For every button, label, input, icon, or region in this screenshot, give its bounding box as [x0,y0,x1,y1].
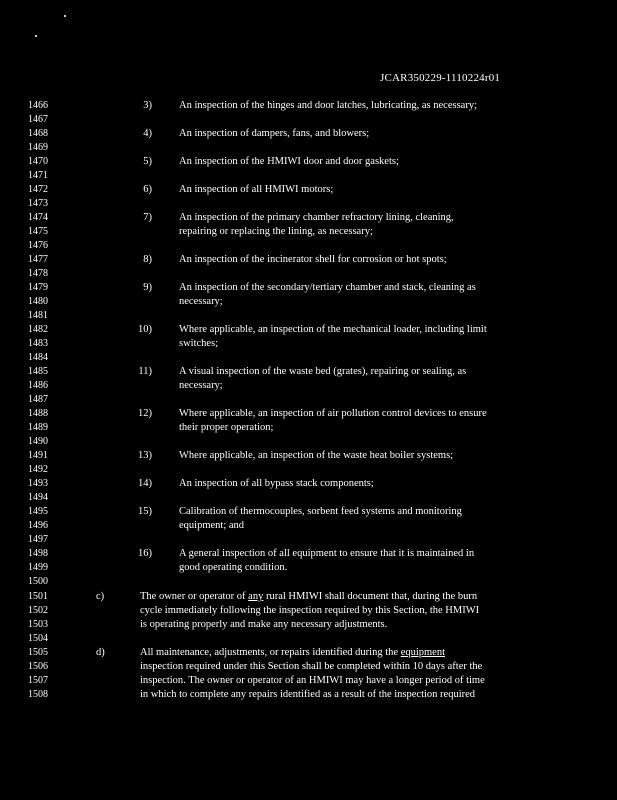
item-text: their proper operation; [179,422,274,433]
item-text: An inspection of the hinges and door latches, lubricating, as necessary; [179,100,477,111]
line-number: 1497 [28,534,48,545]
line-number: 1503 [28,619,48,630]
line-number: 1476 [28,240,48,251]
line-number: 1502 [28,605,48,616]
item-marker: 7) [143,212,152,223]
line-number: 1496 [28,520,48,531]
scan-speck [64,15,66,17]
line-number: 1490 [28,436,48,447]
item-text: An inspection of all bypass stack components; [179,478,374,489]
paragraph-marker: c) [96,591,105,602]
line-number: 1507 [28,675,48,686]
paragraph-line: The owner or operator of any rural HMIWI shall document that, during the burn [140,591,478,602]
line-number: 1492 [28,464,48,475]
item-text: An inspection of the secondary/tertiary chamber and stack, cleaning as [179,282,476,293]
item-text: Calibration of thermocouples, sorbent feed systems and monitoring [179,506,462,517]
scan-speck [35,35,37,37]
line-number: 1506 [28,661,48,672]
item-text: equipment; and [179,520,245,531]
item-marker: 14) [138,478,152,489]
item-text: An inspection of the primary chamber refractory lining, cleaning, [179,212,454,223]
line-number: 1500 [28,576,48,587]
item-text: repairing or replacing the lining, as necessary; [179,226,373,237]
line-number: 1469 [28,142,48,153]
line-number: 1486 [28,380,48,391]
item-marker: 8) [143,254,152,265]
line-number: 1499 [28,562,48,573]
item-text: Where applicable, an inspection of the waste heat boiler systems; [179,450,454,461]
line-number: 1467 [28,114,48,125]
paragraph-line: inspection. The owner or operator of an HMIWI may have a longer period of time [140,675,485,686]
line-number: 1508 [28,689,48,700]
line-number: 1466 [28,100,48,111]
item-text: necessary; [179,380,223,391]
line-number: 1479 [28,282,48,293]
line-number: 1471 [28,170,48,181]
paragraph-line: is operating properly and make any necessary adjustments. [140,619,388,630]
line-number: 1485 [28,366,48,377]
line-number: 1501 [28,591,48,602]
line-number: 1483 [28,338,48,349]
item-marker: 13) [138,450,152,461]
item-text: An inspection of the HMIWI door and door gaskets; [179,156,399,167]
line-number: 1491 [28,450,48,461]
line-number: 1498 [28,548,48,559]
item-text: An inspection of dampers, fans, and blowers; [179,128,370,139]
line-number: 1480 [28,296,48,307]
item-marker: 6) [143,184,152,195]
line-number: 1493 [28,478,48,489]
line-number: 1505 [28,647,48,658]
item-text: switches; [179,338,219,349]
item-marker: 11) [138,366,152,377]
line-number: 1487 [28,394,48,405]
item-marker: 9) [143,282,152,293]
item-marker: 10) [138,324,152,335]
paragraph-line: inspection required under this Section shall be completed within 10 days after the [140,661,483,672]
line-number: 1489 [28,422,48,433]
line-number: 1475 [28,226,48,237]
line-number: 1495 [28,506,48,517]
item-marker: 4) [143,128,152,139]
item-text: good operating condition. [179,562,288,573]
line-number: 1504 [28,633,48,644]
item-marker: 12) [138,408,152,419]
line-number: 1472 [28,184,48,195]
line-number: 1468 [28,128,48,139]
paragraph-marker: d) [96,647,105,658]
line-number: 1481 [28,310,48,321]
paragraph-line: cycle immediately following the inspection required by this Section, the HMIWI [140,605,480,616]
line-number: 1477 [28,254,48,265]
line-number: 1473 [28,198,48,209]
line-number: 1484 [28,352,48,363]
paragraph-line: in which to complete any repairs identified as a result of the inspection required [140,689,476,700]
item-text: Where applicable, an inspection of air pollution control devices to ensure [179,408,487,419]
line-number: 1474 [28,212,48,223]
line-number: 1482 [28,324,48,335]
item-text: An inspection of the incinerator shell for corrosion or hot spots; [179,254,447,265]
document-id: JCAR350229-1110224r01 [380,72,501,84]
line-number: 1494 [28,492,48,503]
line-number: 1488 [28,408,48,419]
item-marker: 5) [143,156,152,167]
paragraph-line: All maintenance, adjustments, or repairs identified during the equipment [140,647,446,658]
item-text: A visual inspection of the waste bed (grates), repairing or sealing, as [179,366,467,377]
item-marker: 16) [138,548,152,559]
item-text: Where applicable, an inspection of the mechanical loader, including limit [179,324,487,335]
line-number: 1478 [28,268,48,279]
item-marker: 15) [138,506,152,517]
item-marker: 3) [143,100,152,111]
item-text: An inspection of all HMIWI motors; [179,184,334,195]
line-number: 1470 [28,156,48,167]
item-text: A general inspection of all equipment to ensure that it is maintained in [179,548,475,559]
item-text: necessary; [179,296,223,307]
